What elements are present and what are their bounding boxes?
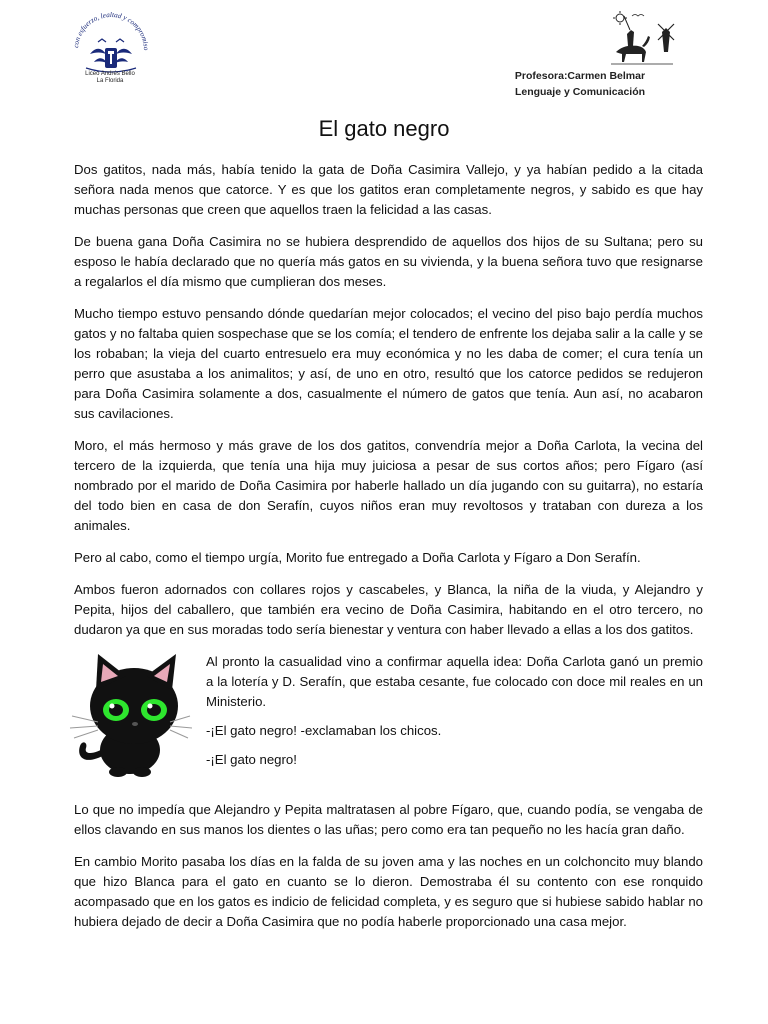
story-body [74, 160, 703, 944]
paragraph: -¡El gato negro! [206, 752, 297, 767]
paragraph: Al pronto la casualidad vino a confirmar aquella idea: Doña Carlota ganó un premio a la lotería y D. Serafín, que estaba cesante, fue colocado con doce mil reales en un Ministerio. [206, 654, 703, 709]
don-quixote-icon [606, 10, 676, 66]
paragraph: Mucho tiempo estuvo pensando dónde quedarían mejor colocados; el vecino del piso bajo perdía muchos gatos y no faltaba quien sospechase que se los comía; el tendero de enfrente los dejaba salir a la calle y se los robaban; la vieja del cuarto entresuelo era muy económica y no les daba de comer; el cura tenía un perro que asustaba a los animalitos; y así, de uno en otro, resultó que los catorce pedidos se redujeron para Doña Casimira solamente a dos, casualmente el número de gatos que tenía. Aun así, no acabaron sus cavilaciones. [74, 306, 704, 421]
cat-section [74, 652, 703, 792]
paragraph: Moro, el más hermoso y más grave de los dos gatitos, convendría mejor a Doña Carlota, la vecina del tercero de la izquierda, que tenía una hija muy juiciosa a pesar de sus cortos años; pero Fígaro (así nombrado por el marido de Doña Casimira por haberle hallado un día jugando con su guitarra), no estaría del todo bien en casa de don Serafín, cuyos niños eran muy revoltosos y trataban con dureza a los animales. [74, 438, 703, 533]
paragraph: Lo que no impedía que Alejandro y Pepita maltratasen al pobre Fígaro, que, cuando podía, se vengaba de ellos clavando en sus manos los dientes o las uñas; pero como era tan pequeño no les hacía gran daño. [74, 802, 703, 837]
paragraph: Pero al cabo, como el tiempo urgía, Morito fue entregado a Doña Carlota y Fígaro a Don Serafín. [74, 550, 641, 565]
logo-caption [70, 71, 150, 85]
teacher-info [500, 68, 660, 100]
teacher-name: Profesora:Carmen Belmar [514, 70, 646, 82]
paragraph: -¡El gato negro! -exclamaban los chicos. [206, 723, 442, 738]
black-cat-illustration [68, 650, 192, 778]
paragraph: En cambio Morito pasaba los días en la falda de su joven ama y las noches en un colchoncito muy blando que hizo Blanca para el gato en cuanto se lo dieron. Demostraba él su contento con ese ronquido acompasado que en los gatos es indicio de felicidad completa, y es seguro que si hubiese sabido hablar no hubiera dejado de decir a Doña Casimira que no podía haberle proporcionado una casa mejor. [74, 854, 703, 929]
logo-caption-line: La Florida [96, 78, 124, 84]
page-title: El gato negro [318, 116, 450, 141]
subject-name: Lenguaje y Comunicación [514, 86, 646, 98]
logo-motto: con esfuerzo, lealtad y compromiso [72, 10, 151, 51]
paragraph: Ambos fueron adornados con collares rojos y cascabeles, y Blanca, la niña de la viuda, y Alejandro y Pepita, hijos del caballero, que también era vecino de Doña Casimira, habitando en el otro tercero, no dudaron ya que en sus moradas todo sería bienestar y ventura con haber llevado a ellas a los dos gatitos. [74, 582, 703, 637]
paragraph: De buena gana Doña Casimira no se hubiera desprendido de aquellos dos hijos de su Sultana; pero su esposo le había declarado que no quería más gatos en su vivienda, y la buena señora tuvo que resignarse a regalarlos el día mismo que cumplieran dos meses. [74, 234, 703, 289]
cat-side-text [206, 652, 703, 779]
svg-text:con esfuerzo, lealtad y compro [72, 11, 150, 51]
logo-caption-line: Liceo Andrés Bello [85, 71, 135, 77]
paragraph: Dos gatitos, nada más, había tenido la gata de Doña Casimira Vallejo, y ya habían pedido a la citada señora nada menos que catorce. Y es que los gatitos eran completamente negros, y sabido es que hay muchas personas que creen que aquellos traen la felicidad a las casas. [74, 162, 703, 217]
